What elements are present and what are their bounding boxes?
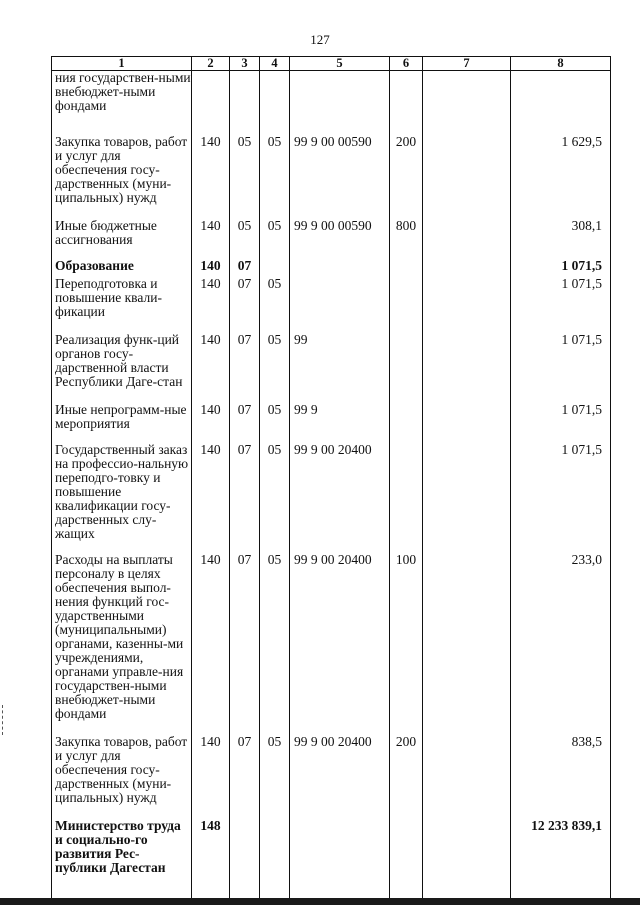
- row-name: Государственный заказ на профессио-нальную переподго-товку и повышение квалификации госу-дарственных слу-жащих: [52, 443, 192, 553]
- target-article-code: 99 9 00 20400: [290, 553, 390, 735]
- target-article-code: [290, 259, 390, 277]
- expense-type-code: [390, 277, 423, 333]
- subsection-part: 05: [260, 403, 290, 443]
- target-article-code: 99: [290, 333, 390, 403]
- subsection-code: 07: [230, 735, 260, 819]
- section-code: 140: [192, 219, 230, 259]
- target-article-code: [290, 819, 390, 898]
- subsection-code: 05: [230, 219, 260, 259]
- table-row: [52, 819, 611, 898]
- row-name: Иные непрограмм-ные мероприятия: [52, 403, 192, 443]
- amount: [511, 71, 611, 136]
- scan-margin-marks: [2, 705, 5, 735]
- expense-type-code: [390, 443, 423, 553]
- table-row: [52, 553, 611, 735]
- expense-type-code: [390, 71, 423, 136]
- column-header-2: 2: [192, 57, 230, 71]
- column-7: [423, 819, 511, 898]
- row-name: Образование: [52, 259, 192, 277]
- column-7: [423, 553, 511, 735]
- row-name: Переподготовка и повышение квали-фикации: [52, 277, 192, 333]
- table-row: [52, 219, 611, 259]
- amount: 1 071,5: [511, 277, 611, 333]
- section-code: 140: [192, 443, 230, 553]
- column-7: [423, 259, 511, 277]
- section-code: 140: [192, 277, 230, 333]
- subsection-part: 05: [260, 553, 290, 735]
- table-body: [52, 71, 611, 899]
- amount: 1 071,5: [511, 333, 611, 403]
- expense-type-code: [390, 259, 423, 277]
- expense-type-code: 200: [390, 135, 423, 219]
- subsection-part: 05: [260, 333, 290, 403]
- subsection-code: 07: [230, 259, 260, 277]
- expense-type-code: 200: [390, 735, 423, 819]
- amount: 1 071,5: [511, 259, 611, 277]
- budget-table: [51, 56, 611, 898]
- expense-type-code: 800: [390, 219, 423, 259]
- row-name: Закупка товаров, работ и услуг для обеспечения госу-дарственных (муни-ципальных) нужд: [52, 135, 192, 219]
- amount: 308,1: [511, 219, 611, 259]
- subsection-part: 05: [260, 277, 290, 333]
- column-7: [423, 135, 511, 219]
- column-header-5: 5: [290, 57, 390, 71]
- section-code: 140: [192, 735, 230, 819]
- subsection-code: 07: [230, 553, 260, 735]
- target-article-code: 99 9 00 20400: [290, 735, 390, 819]
- column-header-1: 1: [52, 57, 192, 71]
- section-code: [192, 71, 230, 136]
- subsection-code: 07: [230, 277, 260, 333]
- column-header-8: 8: [511, 57, 611, 71]
- amount: 1 629,5: [511, 135, 611, 219]
- column-header-7: 7: [423, 57, 511, 71]
- table-row: [52, 403, 611, 443]
- amount: 233,0: [511, 553, 611, 735]
- column-7: [423, 443, 511, 553]
- amount: 1 071,5: [511, 403, 611, 443]
- column-7: [423, 333, 511, 403]
- column-header-3: 3: [230, 57, 260, 71]
- subsection-part: [260, 819, 290, 898]
- expense-type-code: 100: [390, 553, 423, 735]
- row-name: Закупка товаров, работ и услуг для обеспечения госу-дарственных (муни-ципальных) нужд: [52, 735, 192, 819]
- section-code: 148: [192, 819, 230, 898]
- table-row: [52, 735, 611, 819]
- column-7: [423, 71, 511, 136]
- row-name: Министерство труда и социально-го развития Рес-публики Дагестан: [52, 819, 192, 898]
- section-code: 140: [192, 553, 230, 735]
- subsection-code: 05: [230, 135, 260, 219]
- section-code: 140: [192, 259, 230, 277]
- row-name: ния государствен-ными внебюджет-ными фондами: [52, 71, 192, 136]
- subsection-code: [230, 71, 260, 136]
- expense-type-code: [390, 403, 423, 443]
- page-number: 127: [310, 32, 330, 47]
- expense-type-code: [390, 819, 423, 898]
- column-header-6: 6: [390, 57, 423, 71]
- subsection-part: [260, 259, 290, 277]
- target-article-code: 99 9 00 00590: [290, 135, 390, 219]
- section-code: 140: [192, 403, 230, 443]
- target-article-code: 99 9 00 20400: [290, 443, 390, 553]
- column-header-4: 4: [260, 57, 290, 71]
- column-7: [423, 277, 511, 333]
- subsection-code: 07: [230, 403, 260, 443]
- column-7: [423, 219, 511, 259]
- table-row: [52, 135, 611, 219]
- subsection-part: 05: [260, 735, 290, 819]
- amount: 12 233 839,1: [511, 819, 611, 898]
- table-row: [52, 443, 611, 553]
- table-row: [52, 71, 611, 136]
- subsection-part: 05: [260, 219, 290, 259]
- subsection-part: 05: [260, 443, 290, 553]
- table-row: [52, 277, 611, 333]
- section-code: 140: [192, 135, 230, 219]
- column-number-row: [52, 57, 611, 71]
- target-article-code: 99 9 00 00590: [290, 219, 390, 259]
- target-article-code: [290, 71, 390, 136]
- subsection-part: [260, 71, 290, 136]
- subsection-part: 05: [260, 135, 290, 219]
- target-article-code: [290, 277, 390, 333]
- table-row: [52, 259, 611, 277]
- subsection-code: 07: [230, 333, 260, 403]
- row-name: Иные бюджетные ассигнования: [52, 219, 192, 259]
- section-code: 140: [192, 333, 230, 403]
- row-name: Реализация функ-ций органов госу-дарственной власти Республики Даге-стан: [52, 333, 192, 403]
- amount: 1 071,5: [511, 443, 611, 553]
- target-article-code: 99 9: [290, 403, 390, 443]
- subsection-code: 07: [230, 443, 260, 553]
- column-7: [423, 403, 511, 443]
- column-7: [423, 735, 511, 819]
- budget-table-container: [51, 56, 610, 875]
- subsection-code: [230, 819, 260, 898]
- expense-type-code: [390, 333, 423, 403]
- row-name: Расходы на выплаты персоналу в целях обеспечения выпол-нения функций гос-ударственными (муниципальными) органами, казенны-ми учреждениями, органами управле-ния государствен-ными внебюджет-ными фондами: [52, 553, 192, 735]
- table-row: [52, 333, 611, 403]
- scan-bottom-edge: [0, 898, 640, 905]
- amount: 838,5: [511, 735, 611, 819]
